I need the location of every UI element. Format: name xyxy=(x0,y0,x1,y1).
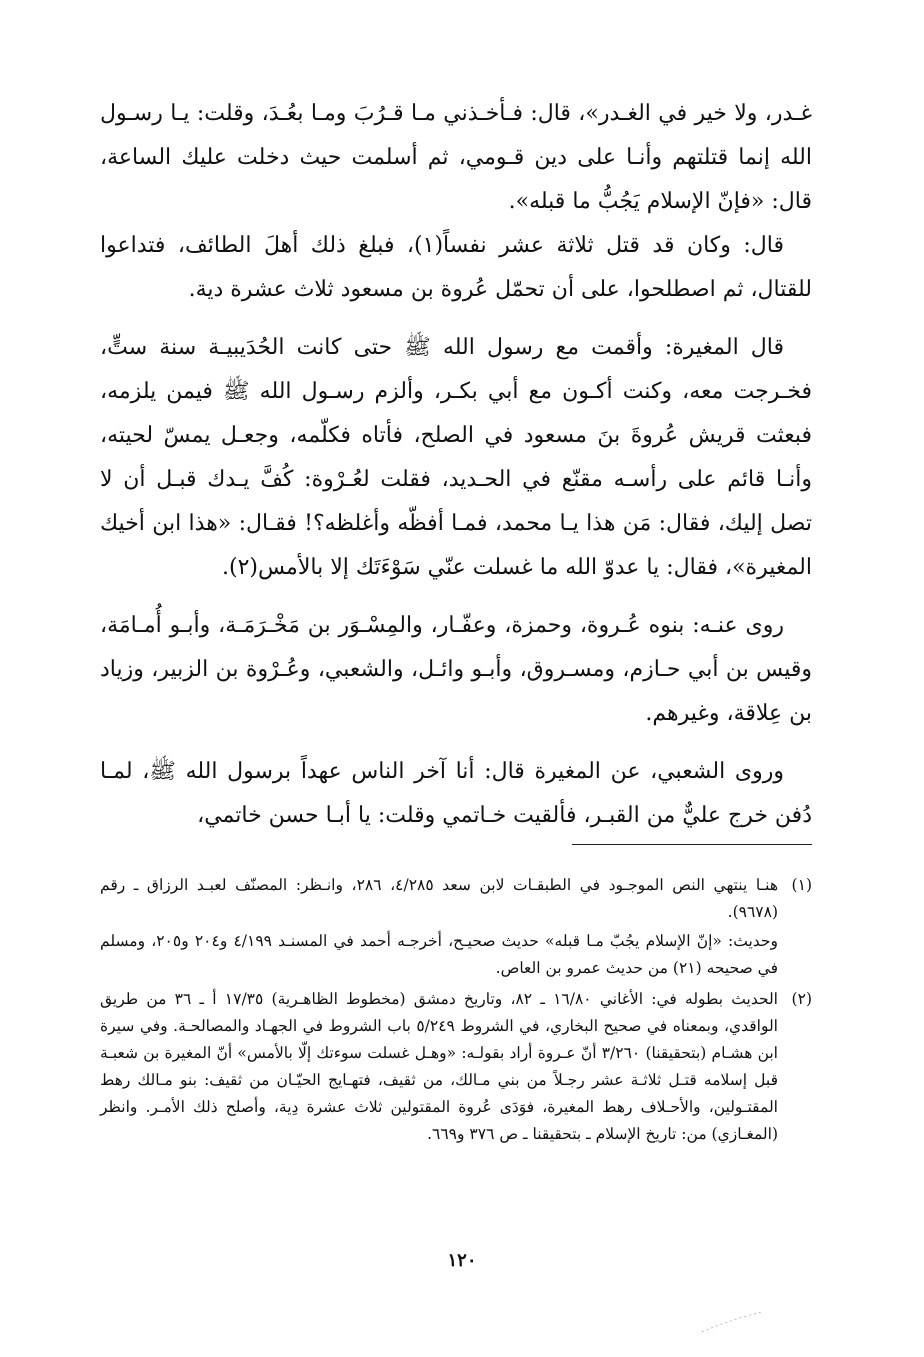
footnote-2 xyxy=(100,986,812,1148)
paragraph-2: قال: وكان قد قتل ثلاثة عشر نفساً(١)، فبلغ ذلك أهلَ الطائف، فتداعوا للقتال، ثم اصطلحوا، على أن تحمّل عُروة بن مسعود ثلاث عشرة دية. xyxy=(100,233,812,302)
footnote-2-number: (٢) xyxy=(791,990,812,1008)
footnote-1-body xyxy=(100,872,778,982)
footnote-1-text: هنـا ينتهي النص الموجـود في الطبقـات لابن سعد ٤/٢٨٥، ٢٨٦، وانـظر: المصنّف لعبـد الرزاق ـ رقم (٩٦٧٨). xyxy=(100,876,778,921)
footnote-2-text: الحديث بطوله في: الأغاني ١٦/٨٠ ـ ٨٢، وتاريخ دمشق (مخطوط الظاهـرية) ١٧/٣٥ أ ـ ٣٦ من طريق الواقدي، وبمعناه في صحيح البخاري، في الشروط ٥/٢٤٩ باب الشروط في الجهـاد والمصالحـة. وفي سيرة ابن هشـام (بتحقيقنا) ٣/٢٦٠ أنّ عـروة أراد بقولـه: «وهـل غسلت سوءتك إلّا بالأمس» أنّ المغيرة بن شعبـة قبل إسلامه قتـل ثلاثـة عشر رجـلاً من بني مـالك، من ثقيف، فتهـايج الحيّـان من ثقيف: بنو مـالك رهط المقتـولين، والأحـلاف رهط المغيرة، فوَدَى عُروة المقتولين ثلاث عشرة دِية، وأصلح ذلك الأمـر. وانظر (المغـازي) من: تاريخ الإسلام ـ بتحقيقنا ـ ص ٣٧٦ و٦٦٩. xyxy=(100,990,778,1143)
footnote-1-number: (١) xyxy=(791,876,812,894)
footnote-2-body xyxy=(100,986,778,1148)
footnote-1-extra: وحديث: «إنّ الإسلام يجُبّ مـا قبله» حديث صحيـح، أخرجـه أحمد في المسنـد ٤/١٩٩ و٢٠٤ و٢٠٥، ومسلم في صحيحه (٢١) من حديث عمرو بن العاص. xyxy=(100,932,778,977)
paragraph-3: قال المغيرة: وأقمت مع رسول الله ﷺ حتى كانت الحُدَيبيـة سنة ستٍّ، فخـرجت معه، وكنت أكـون مع أبي بكـر، وألزم رسـول الله ﷺ فيمن يلزمه، فبعثت قريش عُروةَ بنَ مسعود في الصلح، فأتاه فكلّمه، وجعـل يمسّ لحيته، وأنـا قائم على رأسـه مقنّع في الحـديد، فقلت لعُـرْوة: كُفَّ يـدك قبـل أن لا تصل إليك، فقال: مَن هذا يـا محمد، فمـا أفظّه وأغلظه؟! فقـال: «هذا ابن أخيك المغيرة»، فقال: يا عدوّ الله ما غسلت عنّي سَوْءَتَك إلا بالأمس(٢). xyxy=(100,335,812,580)
footnote-separator xyxy=(572,844,812,845)
page-number: ١٢٠ xyxy=(447,1250,477,1271)
footnote-1 xyxy=(100,872,812,982)
paragraph-4: روى عنـه: بنوه عُـروة، وحمزة، وعفّـار، والمِسْـوَر بن مَخْـرَمَـة، وأبـو أُمـامَة، وقيس بن أبي حـازم، ومسـروق، وأبـو وائـل، والشعبي، وعُـرْوة بن الزبير، وزياد بن عِلاقة، وغيرهم. xyxy=(100,613,812,726)
footnotes xyxy=(100,872,812,1152)
scan-speck-mark xyxy=(700,1310,764,1334)
paragraph-1: غـدر، ولا خير في الغـدر»، قال: فـأخـذني مـا قـرُبَ ومـا بعُـدَ، وقلت: يـا رسـول الله إنما قتلتهم وأنـا على دين قـومي، ثم أسلمت حيث دخلت عليك الساعة، قال: «فإنّ الإسلام يَجُبُّ ما قبله». xyxy=(100,101,812,214)
paragraph-5: وروى الشعبي، عن المغيرة قال: أنا آخر الناس عهداً برسول الله ﷺ، لمـا دُفن خرج عليٌّ من القبـر، فألقيت خـاتمي وقلت: يا أبـا حسن خاتمي، xyxy=(100,759,812,828)
main-text xyxy=(100,92,812,838)
